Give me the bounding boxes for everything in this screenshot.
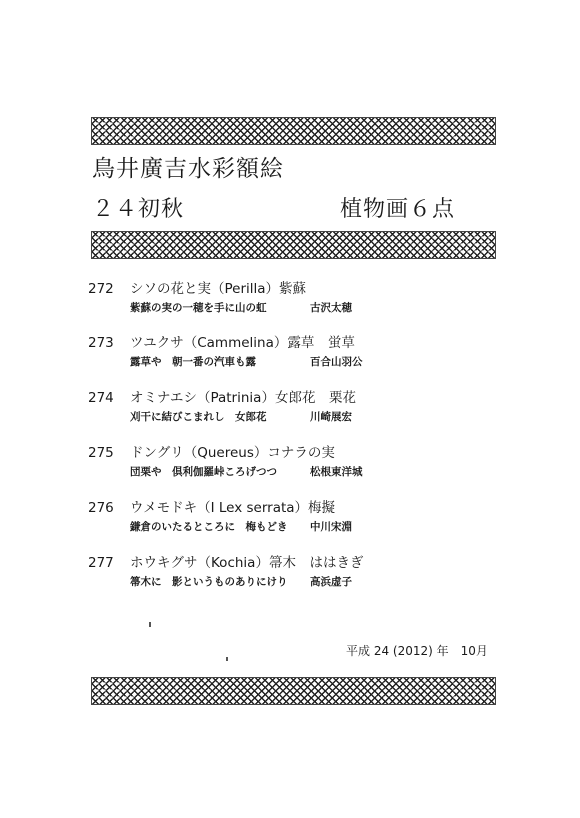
plant-name: シソの花と実（Perilla）紫蘇 [130,281,307,297]
haiku-text: 露草や 朝一番の汽車も露 [130,356,256,368]
list-item [88,441,508,478]
list-item [88,331,508,368]
collection-label: 植物画６点 [340,197,456,222]
poet-name: 中川宋淵 [310,521,352,533]
haiku-text: 刈干に結びこまれし 女郎花 [130,411,267,423]
list-item [88,551,508,588]
haiku-text: 団栗や 倶利伽羅峠ころげつつ [130,466,277,478]
list-item [88,496,508,533]
plant-name: オミナエシ（Patrinia）女郎花 栗花 [130,390,356,406]
entry-number: 274 [88,390,114,406]
decorative-border-top [91,117,496,145]
plant-name: ツユクサ（Cammelina）露草 蛍草 [130,335,355,351]
haiku-text: 鎌倉のいたるところに 梅もどき [130,521,288,533]
list-item [88,277,508,314]
poet-name: 高浜虚子 [310,576,352,588]
entry-number: 276 [88,500,114,516]
plant-name: ホウキグサ（Kochia）箒木 ははきぎ [130,555,364,571]
plant-name: ドングリ（Quereus）コナラの実 [130,445,335,461]
haiku-text: 箒木に 影というものありにけり [130,576,288,588]
decorative-border-middle [91,231,496,259]
decorative-border-bottom [91,677,496,705]
poet-name: 川崎展宏 [310,411,352,423]
poet-name: 古沢太穂 [310,302,352,314]
entry-number: 275 [88,445,114,461]
poet-name: 百合山羽公 [310,356,363,368]
scan-speck [149,622,151,627]
plant-name: ウメモドキ（I Lex serrata）梅擬 [130,500,336,516]
haiku-text: 紫蘇の実の一穂を手に山の虹 [130,302,267,314]
page-title: 鳥井廣吉水彩額絵 [92,156,284,182]
list-item [88,386,508,423]
season-label: ２４初秋 [92,197,185,222]
scan-speck [226,657,228,661]
poet-name: 松根東洋城 [310,466,363,478]
entry-number: 277 [88,555,114,571]
publication-date: 平成 24 (2012) 年 10月 [346,644,488,658]
entry-number: 272 [88,281,114,297]
entry-number: 273 [88,335,114,351]
